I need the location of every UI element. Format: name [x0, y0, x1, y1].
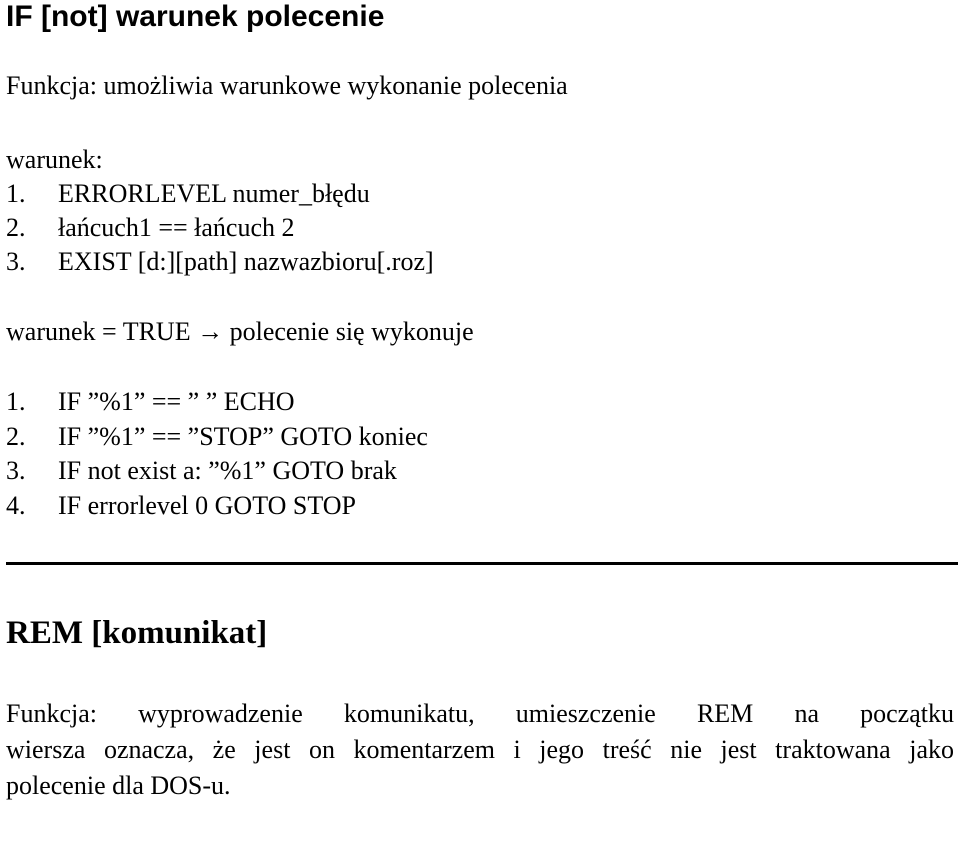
example-text: IF ”%1” == ” ” ECHO	[58, 387, 295, 416]
example-item	[6, 386, 295, 418]
rem-description	[6, 696, 954, 804]
example-text: IF not exist a: ”%1” GOTO brak	[58, 456, 397, 485]
condition-text: EXIST [d:][path] nazwazbioru[.roz]	[58, 247, 434, 276]
example-item	[6, 490, 356, 522]
example-number: 3.	[6, 456, 26, 485]
condition-label: warunek:	[6, 145, 103, 174]
rem-description-line: polecenie dla DOS-u.	[6, 771, 231, 800]
condition-item	[6, 212, 295, 244]
condition-item	[6, 178, 370, 210]
condition-item	[6, 246, 434, 278]
condition-number: 1.	[6, 179, 26, 208]
condition-number: 2.	[6, 213, 26, 242]
rule-text: warunek = TRUE → polecenie się wykonuje	[6, 317, 474, 346]
if-function-text: Funkcja: umożliwia warunkowe wykonanie polecenia	[6, 71, 568, 100]
if-section-title: IF [not] warunek polecenie	[6, 0, 385, 33]
example-item	[6, 421, 428, 453]
example-item	[6, 455, 397, 487]
condition-text: ERRORLEVEL numer_błędu	[58, 179, 370, 208]
example-number: 4.	[6, 491, 26, 520]
example-text: IF errorlevel 0 GOTO STOP	[58, 491, 357, 520]
example-text: IF ”%1” == ”STOP” GOTO koniec	[58, 422, 428, 451]
condition-number: 3.	[6, 247, 26, 276]
rem-description-line: wiersza oznacza, że jest on komentarzem i jego treść nie jest traktowana jako	[6, 735, 954, 764]
example-number: 2.	[6, 422, 26, 451]
rem-section-title: REM [komunikat]	[6, 615, 268, 651]
section-divider	[6, 562, 958, 565]
example-number: 1.	[6, 387, 26, 416]
condition-text: łańcuch1 == łańcuch 2	[58, 213, 295, 242]
rem-description-line: Funkcja: wyprowadzenie komunikatu, umieszczenie REM na początku	[6, 699, 954, 728]
